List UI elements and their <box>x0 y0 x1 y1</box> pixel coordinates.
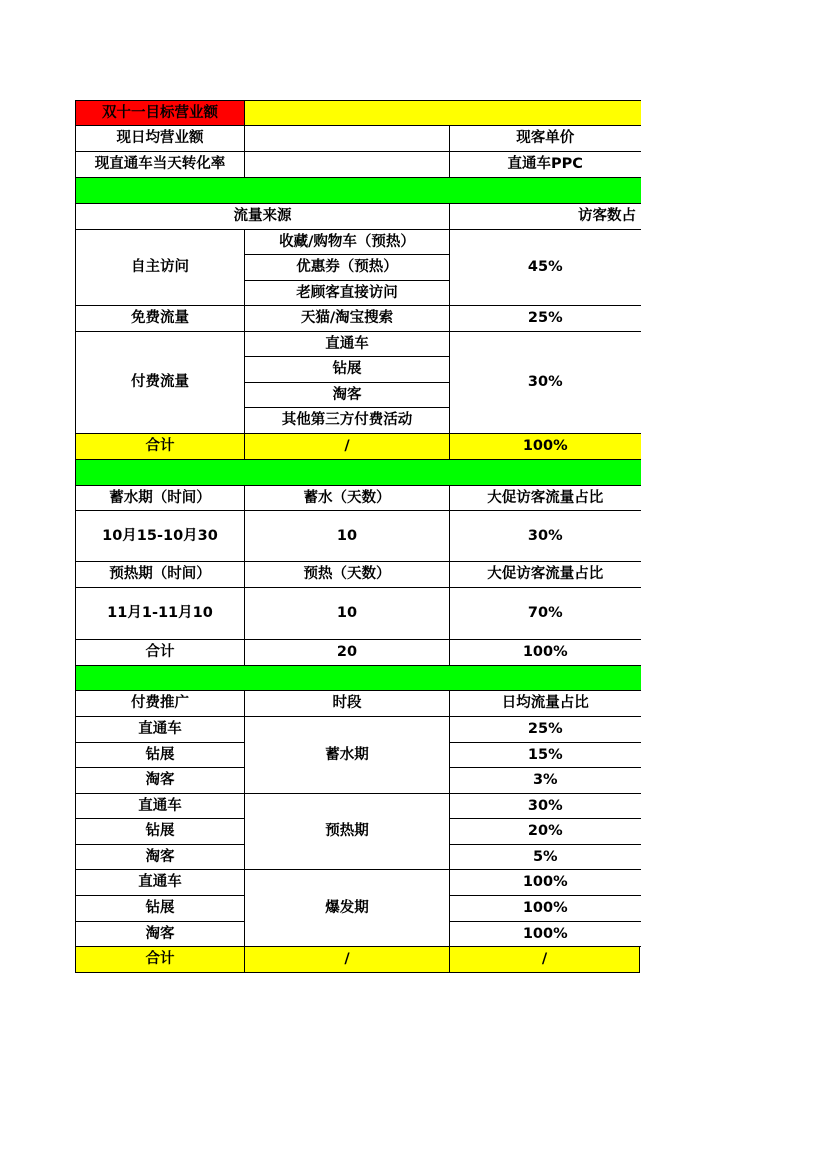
total-row <box>76 640 641 666</box>
period-range[interactable]: 11月1-11月10 <box>76 588 245 640</box>
target-revenue-label[interactable]: 双十一目标营业额 <box>76 101 245 126</box>
total-row <box>76 947 641 973</box>
conversion-rate-label[interactable]: 现直通车当天转化率 <box>76 152 245 178</box>
table-row <box>76 870 641 896</box>
target-revenue-value[interactable] <box>245 101 641 126</box>
channel-name[interactable]: 钻展 <box>76 896 245 922</box>
green-band <box>76 460 641 486</box>
total-label[interactable]: 合计 <box>76 947 245 973</box>
channel-share[interactable]: 100% <box>450 896 641 922</box>
channel-name[interactable]: 直通车 <box>76 794 245 819</box>
group-name[interactable]: 付费流量 <box>76 332 245 434</box>
period-share[interactable]: 70% <box>450 588 641 640</box>
group-name[interactable]: 免费流量 <box>76 306 245 332</box>
table-row <box>76 306 641 332</box>
channel-share[interactable]: 25% <box>450 717 641 743</box>
green-band <box>76 178 641 204</box>
info-row <box>76 126 641 152</box>
table-row <box>76 717 641 743</box>
source-item[interactable]: 直通车 <box>245 332 450 357</box>
period-days-heading[interactable]: 预热（天数） <box>245 562 450 588</box>
channel-name[interactable]: 淘客 <box>76 922 245 947</box>
channel-name[interactable]: 淘客 <box>76 845 245 870</box>
source-item[interactable]: 收藏/购物车（预热） <box>245 230 450 255</box>
phase-name[interactable]: 蓄水期 <box>245 717 450 794</box>
phase-name[interactable]: 爆发期 <box>245 870 450 947</box>
source-item[interactable]: 其他第三方付费活动 <box>245 408 450 434</box>
total-row <box>76 434 641 460</box>
ppc-label[interactable]: 直通车PPC <box>450 152 641 178</box>
group-name[interactable]: 自主访问 <box>76 230 245 306</box>
period-value-row <box>76 588 641 640</box>
total-days[interactable]: 20 <box>245 640 450 666</box>
group-share[interactable]: 25% <box>450 306 641 332</box>
section-separator <box>76 460 641 486</box>
section-separator <box>76 178 641 204</box>
period-range[interactable]: 10月15-10月30 <box>76 511 245 562</box>
total-mid[interactable]: / <box>245 434 450 460</box>
channel-name[interactable]: 直通车 <box>76 870 245 896</box>
channel-share[interactable]: 15% <box>450 743 641 768</box>
source-item[interactable]: 老顾客直接访问 <box>245 281 450 306</box>
channel-name[interactable]: 淘客 <box>76 768 245 794</box>
info-row <box>76 152 641 178</box>
visitor-share-heading[interactable]: 访客数占 <box>450 204 641 230</box>
traffic-source-header <box>76 204 641 230</box>
source-item[interactable]: 钻展 <box>245 357 450 383</box>
channel-share[interactable]: 100% <box>450 922 641 947</box>
total-label[interactable]: 合计 <box>76 434 245 460</box>
channel-name[interactable]: 钻展 <box>76 819 245 845</box>
total-share[interactable]: / <box>450 947 640 973</box>
section-separator <box>76 666 641 691</box>
unit-price-label[interactable]: 现客单价 <box>450 126 641 152</box>
period-value-row <box>76 511 641 562</box>
total-share[interactable]: 100% <box>450 640 641 666</box>
channel-share[interactable]: 100% <box>450 870 641 896</box>
traffic-source-heading[interactable]: 流量来源 <box>76 204 450 230</box>
period-header-row <box>76 562 641 588</box>
table-row <box>76 332 641 357</box>
empty-cell <box>640 947 641 973</box>
period-time-heading[interactable]: 蓄水期（时间） <box>76 486 245 511</box>
channel-name[interactable]: 钻展 <box>76 743 245 768</box>
spreadsheet-table <box>75 100 641 973</box>
table-row <box>76 230 641 255</box>
period-share[interactable]: 30% <box>450 511 641 562</box>
source-item[interactable]: 淘客 <box>245 383 450 408</box>
source-item[interactable]: 天猫/淘宝搜索 <box>245 306 450 332</box>
period-share-heading[interactable]: 大促访客流量占比 <box>450 562 641 588</box>
channel-share[interactable]: 3% <box>450 768 641 794</box>
group-share[interactable]: 45% <box>450 230 641 306</box>
paid-promo-heading[interactable]: 付费推广 <box>76 691 245 717</box>
channel-share[interactable]: 5% <box>450 845 641 870</box>
total-mid[interactable]: / <box>245 947 450 973</box>
group-share[interactable]: 30% <box>450 332 641 434</box>
daily-share-heading[interactable]: 日均流量占比 <box>450 691 641 717</box>
period-days[interactable]: 10 <box>245 511 450 562</box>
table-row <box>76 794 641 819</box>
channel-name[interactable]: 直通车 <box>76 717 245 743</box>
daily-revenue-value[interactable] <box>245 126 450 152</box>
period-time-heading[interactable]: 预热期（时间） <box>76 562 245 588</box>
conversion-rate-value[interactable] <box>245 152 450 178</box>
phase-heading[interactable]: 时段 <box>245 691 450 717</box>
green-band <box>76 666 641 691</box>
period-days-heading[interactable]: 蓄水（天数） <box>245 486 450 511</box>
total-label[interactable]: 合计 <box>76 640 245 666</box>
paid-promo-header <box>76 691 641 717</box>
period-days[interactable]: 10 <box>245 588 450 640</box>
source-item[interactable]: 优惠券（预热） <box>245 255 450 281</box>
title-row <box>76 101 641 126</box>
daily-revenue-label[interactable]: 现日均营业额 <box>76 126 245 152</box>
channel-share[interactable]: 30% <box>450 794 641 819</box>
channel-share[interactable]: 20% <box>450 819 641 845</box>
phase-name[interactable]: 预热期 <box>245 794 450 870</box>
total-share[interactable]: 100% <box>450 434 641 460</box>
period-header-row <box>76 486 641 511</box>
period-share-heading[interactable]: 大促访客流量占比 <box>450 486 641 511</box>
